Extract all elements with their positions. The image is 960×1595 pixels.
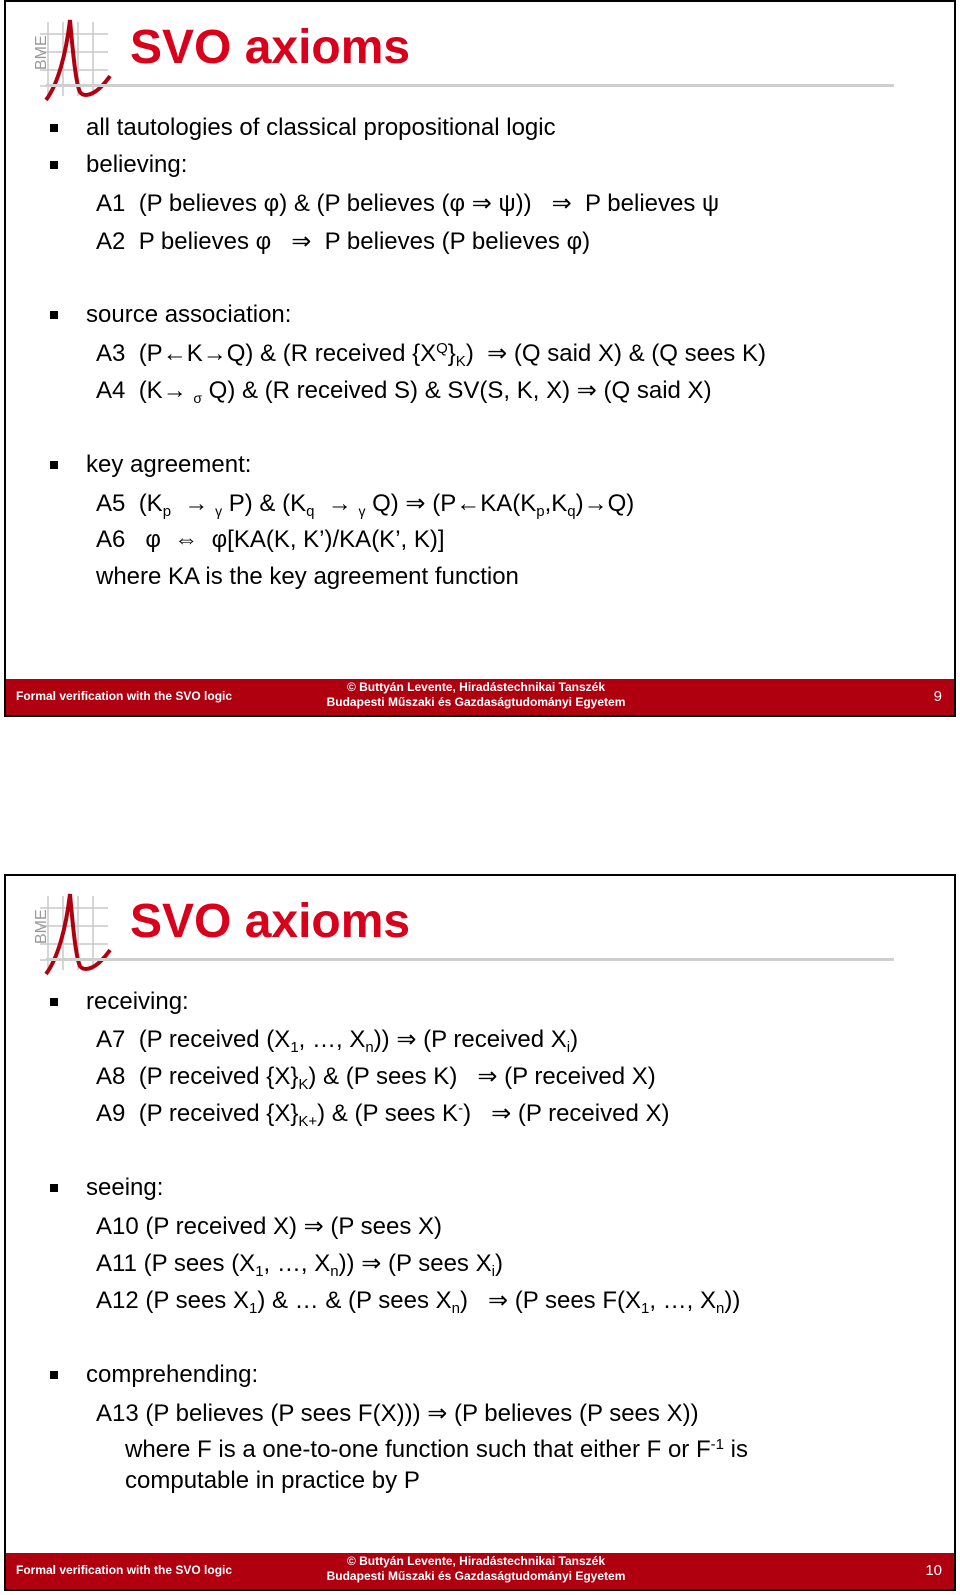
slide-9 (4, 0, 956, 717)
bme-logo-icon (18, 888, 118, 978)
footer-author: © Buttyán Levente, Hiradástechnikai Tanszék (346, 1554, 606, 1568)
axiom-a7: A7 (P received ($X_1$, …, $X_n$)) ⇒ (P received $X_i$) (96, 1026, 579, 1056)
footer-university: Budapesti Műszaki és Gazdaságtudományi Egyetem (326, 695, 626, 709)
bullet-text: believing: (86, 151, 188, 178)
axiom-a12: A12 (P sees $X_1$) & … & (P sees $X_n$) ⇒ (P sees $F(X_1$, …, $X_n$)) (96, 1287, 741, 1317)
axiom-a5: A5 ($K_p \to _\gamma$ P) & ($K_q \to _\gamma$ Q) ⇒ $(P\leftarrow KA(K_p,K_q)\to Q)$ (96, 490, 635, 520)
footer-course-title: Formal verification with the SVO logic (16, 1563, 233, 1577)
slide-10 (4, 874, 956, 1591)
axiom-note-line-1: where F is a one-to-one function such that either F or $F^{-1}$ is (125, 1436, 748, 1463)
slide-footer (6, 679, 954, 715)
page-number: 9 (933, 688, 942, 705)
footer-copyright (306, 1554, 646, 1584)
axiom-a3: A3 (P←K→Q) & (R received $\{X^Q\}_K$) ⇒ (Q said X) & (Q sees K) (96, 340, 766, 370)
axiom-a13: A13 (P believes (P sees F(X))) ⇒ (P believes (P sees X)) (96, 1400, 699, 1427)
axiom-a11: A11 (P sees ($X_1$, …, $X_n$)) ⇒ (P sees $X_i$) (96, 1250, 503, 1280)
slide-title: SVO axioms (130, 21, 411, 74)
footer-author: © Buttyán Levente, Hiradástechnikai Tanszék (346, 680, 606, 694)
page-number: 10 (925, 1562, 942, 1579)
axiom-a10: A10 (P received X) ⇒ (P sees X) (96, 1213, 443, 1240)
axiom-a6: A6 φ ⇔ φ[KA(K, K’)/KA(K’, K)] (96, 526, 445, 553)
bullet-text: source association: (86, 301, 292, 328)
bullet-text: seeing: (86, 1174, 164, 1201)
bullet-text: receiving: (86, 988, 189, 1015)
axiom-a1: A1 (P believes φ) & (P believes (φ ⇒ ψ)) ⇒ P believes ψ (96, 190, 720, 217)
axiom-a8: A8 (P received $\{X\}_K$) & (P sees K) ⇒ (P received X) (96, 1063, 656, 1093)
footer-course-title: Formal verification with the SVO logic (16, 689, 233, 703)
bme-logo-icon (18, 14, 118, 104)
bullet-text: all tautologies of classical propositional logic (86, 114, 556, 141)
svg-text:BME: BME (33, 909, 50, 944)
axiom-note-line-2: computable in practice by P (125, 1467, 420, 1494)
slide-footer (6, 1553, 954, 1589)
bullet-text: comprehending: (86, 1361, 259, 1388)
svg-text:BME: BME (33, 35, 50, 70)
axiom-a2: A2 P believes φ ⇒ P believes (P believes φ) (96, 228, 591, 255)
title-divider (46, 84, 894, 87)
footer-university: Budapesti Műszaki és Gazdaságtudományi Egyetem (326, 1569, 626, 1583)
footer-copyright (306, 680, 646, 710)
slide-title: SVO axioms (130, 895, 411, 948)
axiom-a4: A4 (K→ $_\sigma$ Q) & (R received S) & SV(S, K, X) ⇒ (Q said X) (96, 377, 712, 406)
bullet-text: key agreement: (86, 451, 252, 478)
axiom-note: where KA is the key agreement function (96, 563, 519, 590)
title-divider (46, 958, 894, 961)
axiom-a9: A9 (P received $\{X\}_{K+}$) & (P sees K-) ⇒ (P received X) (96, 1100, 670, 1130)
